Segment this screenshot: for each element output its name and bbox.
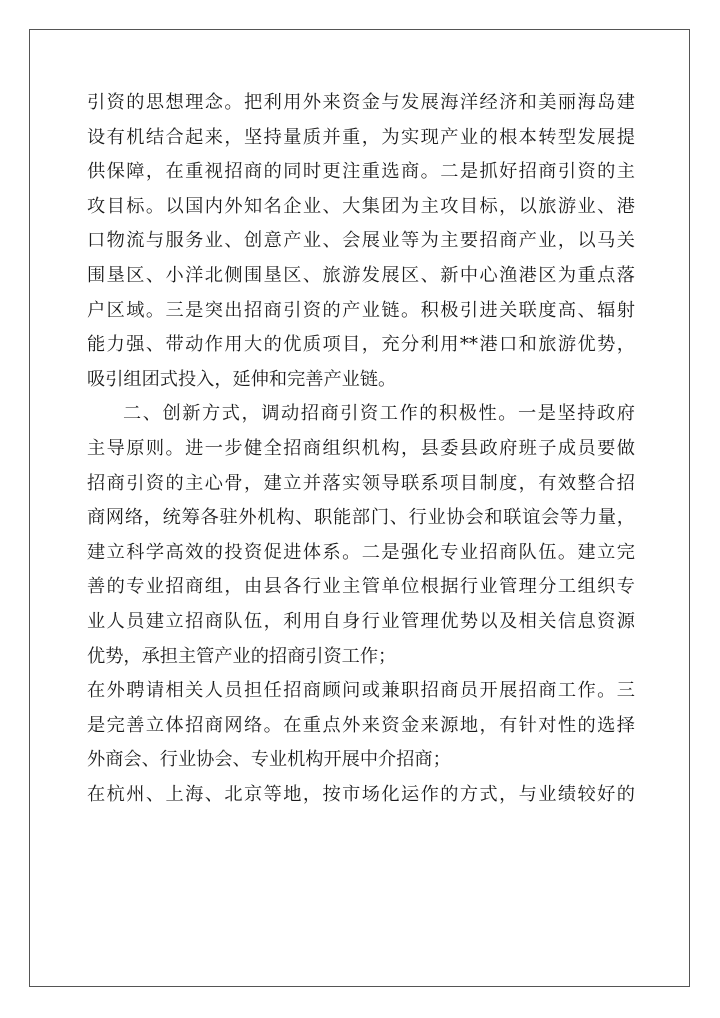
text-line: 优势，承担主管产业的招商引资工作； — [87, 645, 397, 667]
text-line: 设有机结合起来，坚持量质并重，为实现产业的根本转型发展提 — [87, 126, 635, 148]
text-line: 户区域。三是突出招商引资的产业链。积极引进关联度高、辐射 — [87, 299, 635, 321]
text-line: 口物流与服务业、创意产业、会展业等为主要招商产业，以马关 — [87, 230, 635, 252]
text-line: 吸引组团式投入，延伸和完善产业链。 — [87, 368, 397, 390]
text-line: 能力强、带动作用大的优质项目，充分利用**港口和旅游优势， — [87, 334, 635, 356]
text-line: 主导原则。进一步健全招商组织机构，县委县政府班子成员要做 — [87, 437, 635, 459]
text-line: 在外聘请相关人员担任招商顾问或兼职招商员开展招商工作。三 — [87, 680, 635, 702]
text-line: 引资的思想理念。把利用外来资金与发展海洋经济和美丽海岛建 — [87, 92, 635, 113]
text-line: 围垦区、小洋北侧围垦区、旅游发展区、新中心渔港区为重点落 — [87, 264, 635, 286]
text-line: 外商会、行业协会、专业机构开展中介招商； — [87, 749, 451, 771]
document-body — [87, 86, 635, 812]
text-line: 在杭州、上海、北京等地，按市场化运作的方式，与业绩较好的 — [87, 783, 635, 805]
text-line: 招商引资的主心骨，建立并落实领导联系项目制度，有效整合招 — [87, 472, 635, 494]
paragraph-first-line: 二、创新方式，调动招商引资工作的积极性。一是坚持政府 — [123, 403, 635, 425]
text-line: 攻目标。以国内外知名企业、大集团为主攻目标，以旅游业、港 — [87, 195, 635, 217]
text-line: 供保障，在重视招商的同时更注重选商。二是抓好招商引资的主 — [87, 161, 635, 183]
text-line: 善的专业招商组，由县各行业主管单位根据行业管理分工组织专 — [87, 576, 635, 598]
text-line: 是完善立体招商网络。在重点外来资金来源地，有针对性的选择 — [87, 714, 635, 736]
text-line: 业人员建立招商队伍，利用自身行业管理优势以及相关信息资源 — [87, 610, 635, 632]
text-line: 建立科学高效的投资促进体系。二是强化专业招商队伍。建立完 — [87, 541, 635, 563]
text-line: 商网络，统筹各驻外机构、职能部门、行业协会和联谊会等力量， — [87, 507, 635, 529]
